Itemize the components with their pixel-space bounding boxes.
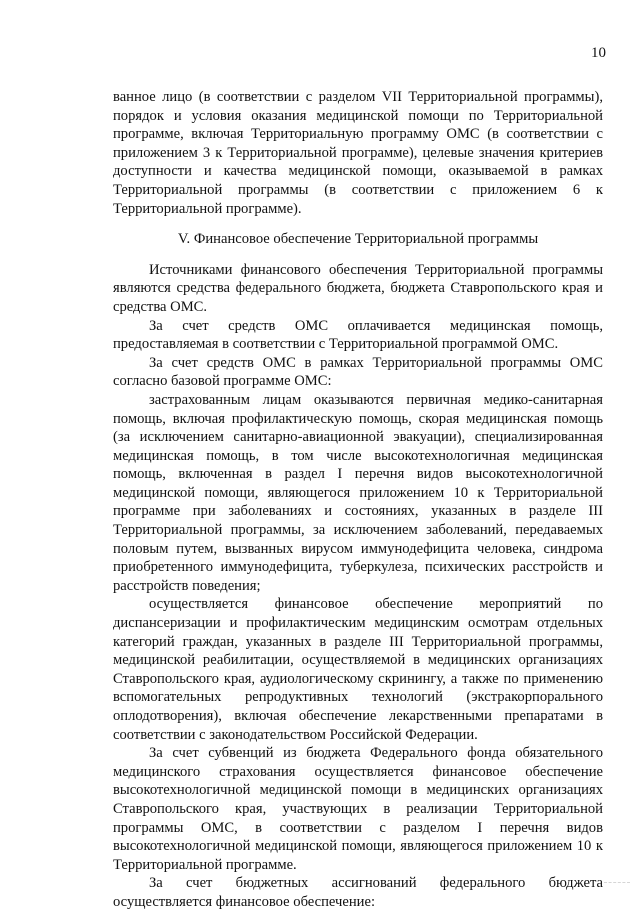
scan-artifact (604, 882, 630, 897)
paragraph: За счет средств ОМС оплачивается медицинская помощь, предоставляемая в соответствии с Территориальной программой ОМС. (113, 317, 603, 353)
paragraph: застрахованным лицам оказываются первичная медико-санитарная помощь, включая профилактическую помощь, скорая медицинская помощь (за исключением санитарно-авиационной эвакуации), специализированная медицинская помощь, в том числе высокотехнологичная медицинская помощь, включенная в раздел I перечня видов высокотехнологичной медицинской помощи, являющегося приложением 10 к Территориальной программе при заболеваниях и состояниях, указанных в разделе III Территориальной программы, за исключением заболеваний, передаваемых половым путем, вызванных вирусом иммунодефицита человека, синдрома приобретенного иммунодефицита, туберкулеза, психических расстройств и расстройств поведения; (113, 391, 603, 594)
paragraph: ванное лицо (в соответствии с разделом VII Территориальной программы), порядок и условия оказания медицинской помощи по Территориальной программе, включая Территориальную программу ОМС (в соответствии с приложением 3 к Территориальной программе), целевые значения критериев доступности и качества медицинской помощи, оказываемой в рамках Территориальной программы (в соответствии с приложением 6 к Территориальной программе). (113, 89, 603, 217)
page-content (113, 88, 603, 912)
paragraph: осуществляется финансовое обеспечение мероприятий по диспансеризации и профилактическим медицинским осмотрам отдельных категорий граждан, указанных в разделе III Территориальной программы, медицинской реабилитации, осуществляемой в медицинских организациях Ставропольского края, аудиологическому скринингу, а также по применению вспомогательных репродуктивных технологий (экстракорпорального оплодотворения), включая обеспечение лекарственными препаратами в соответствии с законодательством Российской Федерации. (113, 596, 603, 743)
paragraph: За счет средств ОМС в рамках Территориальной программы ОМС согласно базовой программе ОМС: (113, 354, 603, 390)
paragraph: Источниками финансового обеспечения Территориальной программы являются средства федерального бюджета, бюджета Ставропольского края и средства ОМС. (113, 261, 603, 315)
paragraph: За счет бюджетных ассигнований федерального бюджета осуществляется финансовое обеспечение: (113, 875, 603, 910)
page-number: 10 (591, 45, 606, 61)
paragraph: За счет субвенций из бюджета Федерального фонда обязательного медицинского страхования осуществляется финансовое обеспечение высокотехнологичной медицинской помощи в медицинских организациях Ставропольского края, участвующих в реализации Территориальной программы ОМС, в соответствии с разделом I перечня видов высокотехнологичной медицинской помощи, являющегося приложением 10 к Территориальной программе. (113, 745, 603, 873)
section-heading: V. Финансовое обеспечение Территориальной программы (177, 231, 539, 248)
